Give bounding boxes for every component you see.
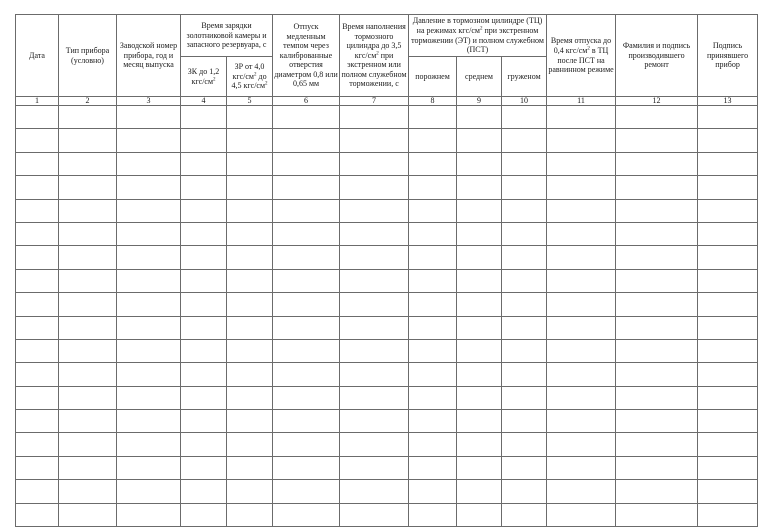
entry-cell[interactable] <box>227 386 273 409</box>
entry-cell[interactable] <box>698 456 758 479</box>
column-number-row <box>16 97 758 106</box>
column-number: 6 <box>273 97 340 106</box>
entry-cell[interactable] <box>457 410 502 433</box>
entry-cell[interactable] <box>181 152 227 175</box>
entry-cell[interactable] <box>59 456 117 479</box>
entry-cell[interactable] <box>502 363 547 386</box>
entry-cell[interactable] <box>117 293 181 316</box>
entry-cell[interactable] <box>16 503 59 526</box>
entry-cell[interactable] <box>547 176 616 199</box>
entry-cell[interactable] <box>16 386 59 409</box>
entry-cell[interactable] <box>457 106 502 129</box>
entry-cell[interactable] <box>502 339 547 362</box>
entry-cell[interactable] <box>227 480 273 503</box>
table-row <box>16 456 758 479</box>
header-release-time: Время отпуска до 0,4 кгс/$см^2$ в ТЦ после ПСТ на равнинном режиме <box>547 15 616 97</box>
entry-cell[interactable] <box>117 222 181 245</box>
entry-cell[interactable] <box>502 293 547 316</box>
entry-cell[interactable] <box>502 433 547 456</box>
entry-cell[interactable] <box>59 176 117 199</box>
column-number: 3 <box>117 97 181 106</box>
entry-cell[interactable] <box>181 176 227 199</box>
entry-cell[interactable] <box>616 222 698 245</box>
entry-cell[interactable] <box>409 293 457 316</box>
entry-cell[interactable] <box>273 363 340 386</box>
entry-cell[interactable] <box>698 386 758 409</box>
entry-cell[interactable] <box>181 293 227 316</box>
entry-cell[interactable] <box>273 269 340 292</box>
entry-rows <box>16 106 758 527</box>
entry-cell[interactable] <box>117 480 181 503</box>
entry-cell[interactable] <box>409 129 457 152</box>
column-number: 11 <box>547 97 616 106</box>
entry-cell[interactable] <box>181 386 227 409</box>
entry-cell[interactable] <box>698 410 758 433</box>
entry-cell[interactable] <box>547 386 616 409</box>
entry-cell[interactable] <box>547 246 616 269</box>
entry-cell[interactable] <box>457 480 502 503</box>
entry-cell[interactable] <box>16 363 59 386</box>
entry-cell[interactable] <box>547 152 616 175</box>
header-acceptor: Подпись принявшего прибор <box>698 15 758 97</box>
entry-cell[interactable] <box>457 456 502 479</box>
entry-cell[interactable] <box>340 246 409 269</box>
entry-cell[interactable] <box>502 199 547 222</box>
entry-cell[interactable] <box>59 199 117 222</box>
entry-cell[interactable] <box>698 316 758 339</box>
entry-cell[interactable] <box>16 199 59 222</box>
column-number: 8 <box>409 97 457 106</box>
entry-cell[interactable] <box>181 363 227 386</box>
entry-cell[interactable] <box>616 456 698 479</box>
header-fill-time: Время наполнения тормозного цилиндра до 3,5 кгс/$см^2$ при экстренном или полном служебном торможении, с <box>340 15 409 97</box>
entry-cell[interactable] <box>227 246 273 269</box>
entry-cell[interactable] <box>16 456 59 479</box>
entry-cell[interactable] <box>616 480 698 503</box>
entry-cell[interactable] <box>409 176 457 199</box>
entry-cell[interactable] <box>457 363 502 386</box>
entry-cell[interactable] <box>59 106 117 129</box>
entry-cell[interactable] <box>409 269 457 292</box>
entry-cell[interactable] <box>409 410 457 433</box>
entry-cell[interactable] <box>16 129 59 152</box>
column-number: 4 <box>181 97 227 106</box>
table-row <box>16 410 758 433</box>
entry-cell[interactable] <box>340 410 409 433</box>
entry-cell[interactable] <box>273 152 340 175</box>
entry-cell[interactable] <box>616 386 698 409</box>
header-charge-zk: ЗК до 1,2 кгс/$см^2$ <box>181 57 227 97</box>
entry-cell[interactable] <box>59 503 117 526</box>
entry-cell[interactable] <box>273 246 340 269</box>
entry-cell[interactable] <box>616 129 698 152</box>
table-row <box>16 503 758 526</box>
entry-cell[interactable] <box>59 152 117 175</box>
entry-cell[interactable] <box>457 316 502 339</box>
entry-cell[interactable] <box>16 293 59 316</box>
entry-cell[interactable] <box>409 222 457 245</box>
entry-cell[interactable] <box>340 386 409 409</box>
entry-cell[interactable] <box>59 339 117 362</box>
entry-cell[interactable] <box>117 339 181 362</box>
entry-cell[interactable] <box>227 129 273 152</box>
table-row <box>16 176 758 199</box>
entry-cell[interactable] <box>616 293 698 316</box>
entry-cell[interactable] <box>698 293 758 316</box>
entry-cell[interactable] <box>616 410 698 433</box>
entry-cell[interactable] <box>340 199 409 222</box>
table-row <box>16 199 758 222</box>
entry-cell[interactable] <box>457 129 502 152</box>
entry-cell[interactable] <box>409 480 457 503</box>
entry-cell[interactable] <box>16 480 59 503</box>
entry-cell[interactable] <box>502 480 547 503</box>
entry-cell[interactable] <box>340 433 409 456</box>
entry-cell[interactable] <box>547 129 616 152</box>
entry-cell[interactable] <box>59 433 117 456</box>
entry-cell[interactable] <box>340 269 409 292</box>
entry-cell[interactable] <box>547 222 616 245</box>
header-row-top <box>16 15 758 57</box>
entry-cell[interactable] <box>59 410 117 433</box>
entry-cell[interactable] <box>409 199 457 222</box>
column-number: 9 <box>457 97 502 106</box>
entry-cell[interactable] <box>409 316 457 339</box>
entry-cell[interactable] <box>227 269 273 292</box>
header-mode-empty: порожнем <box>409 57 457 97</box>
entry-cell[interactable] <box>547 316 616 339</box>
entry-cell[interactable] <box>181 339 227 362</box>
entry-cell[interactable] <box>59 222 117 245</box>
entry-cell[interactable] <box>273 386 340 409</box>
entry-cell[interactable] <box>227 222 273 245</box>
entry-cell[interactable] <box>340 480 409 503</box>
entry-cell[interactable] <box>616 176 698 199</box>
entry-cell[interactable] <box>547 293 616 316</box>
table-row <box>16 480 758 503</box>
entry-cell[interactable] <box>698 246 758 269</box>
entry-cell[interactable] <box>227 176 273 199</box>
entry-cell[interactable] <box>273 176 340 199</box>
table-row <box>16 316 758 339</box>
entry-cell[interactable] <box>117 106 181 129</box>
entry-cell[interactable] <box>409 152 457 175</box>
entry-cell[interactable] <box>117 410 181 433</box>
header-charge-zr: ЗР от 4,0 кгс/$см^2$ до 4,5 кгс/$см^2$ <box>227 57 273 97</box>
entry-cell[interactable] <box>16 106 59 129</box>
entry-cell[interactable] <box>181 410 227 433</box>
entry-cell[interactable] <box>273 339 340 362</box>
entry-cell[interactable] <box>59 246 117 269</box>
entry-cell[interactable] <box>181 246 227 269</box>
entry-cell[interactable] <box>698 503 758 526</box>
entry-cell[interactable] <box>16 316 59 339</box>
entry-cell[interactable] <box>117 176 181 199</box>
table-row <box>16 246 758 269</box>
entry-cell[interactable] <box>181 106 227 129</box>
entry-cell[interactable] <box>547 456 616 479</box>
entry-cell[interactable] <box>273 503 340 526</box>
entry-cell[interactable] <box>547 339 616 362</box>
table-row <box>16 222 758 245</box>
table-row <box>16 293 758 316</box>
entry-cell[interactable] <box>457 503 502 526</box>
entry-cell[interactable] <box>340 222 409 245</box>
table-row <box>16 386 758 409</box>
entry-cell[interactable] <box>698 339 758 362</box>
entry-cell[interactable] <box>181 269 227 292</box>
entry-cell[interactable] <box>616 503 698 526</box>
entry-cell[interactable] <box>227 433 273 456</box>
entry-cell[interactable] <box>616 316 698 339</box>
entry-cell[interactable] <box>409 503 457 526</box>
entry-cell[interactable] <box>16 222 59 245</box>
entry-cell[interactable] <box>340 456 409 479</box>
entry-cell[interactable] <box>547 410 616 433</box>
entry-cell[interactable] <box>273 456 340 479</box>
column-number: 1 <box>16 97 59 106</box>
entry-cell[interactable] <box>502 386 547 409</box>
entry-cell[interactable] <box>16 410 59 433</box>
entry-cell[interactable] <box>340 363 409 386</box>
entry-cell[interactable] <box>117 503 181 526</box>
header-repairer: Фамилия и подпись производившего ремонт <box>616 15 698 97</box>
entry-cell[interactable] <box>457 269 502 292</box>
entry-cell[interactable] <box>227 152 273 175</box>
entry-cell[interactable] <box>616 339 698 362</box>
entry-cell[interactable] <box>409 456 457 479</box>
entry-cell[interactable] <box>616 433 698 456</box>
entry-cell[interactable] <box>616 363 698 386</box>
entry-cell[interactable] <box>698 106 758 129</box>
entry-cell[interactable] <box>616 246 698 269</box>
entry-cell[interactable] <box>502 129 547 152</box>
entry-cell[interactable] <box>698 199 758 222</box>
entry-cell[interactable] <box>227 199 273 222</box>
entry-cell[interactable] <box>698 363 758 386</box>
entry-cell[interactable] <box>227 456 273 479</box>
entry-cell[interactable] <box>502 106 547 129</box>
entry-cell[interactable] <box>117 129 181 152</box>
column-number: 5 <box>227 97 273 106</box>
entry-cell[interactable] <box>16 339 59 362</box>
entry-cell[interactable] <box>181 316 227 339</box>
entry-cell[interactable] <box>547 433 616 456</box>
entry-cell[interactable] <box>457 222 502 245</box>
entry-cell[interactable] <box>698 269 758 292</box>
entry-cell[interactable] <box>340 339 409 362</box>
entry-cell[interactable] <box>409 433 457 456</box>
entry-cell[interactable] <box>547 480 616 503</box>
entry-cell[interactable] <box>502 456 547 479</box>
table-row <box>16 106 758 129</box>
entry-cell[interactable] <box>457 433 502 456</box>
entry-cell[interactable] <box>227 293 273 316</box>
entry-cell[interactable] <box>273 410 340 433</box>
entry-cell[interactable] <box>340 176 409 199</box>
entry-cell[interactable] <box>181 222 227 245</box>
entry-cell[interactable] <box>16 246 59 269</box>
entry-cell[interactable] <box>457 176 502 199</box>
entry-cell[interactable] <box>16 269 59 292</box>
entry-cell[interactable] <box>340 293 409 316</box>
table-row <box>16 269 758 292</box>
entry-cell[interactable] <box>457 339 502 362</box>
entry-cell[interactable] <box>273 433 340 456</box>
entry-cell[interactable] <box>502 503 547 526</box>
entry-cell[interactable] <box>181 129 227 152</box>
header-slow-release: Отпуск медленным темпом через калиброванные отверстия диаметром 0,8 или 0,65 мм <box>273 15 340 97</box>
header-mode-medium: среднем <box>457 57 502 97</box>
log-table <box>15 14 758 527</box>
entry-cell[interactable] <box>181 480 227 503</box>
table-row <box>16 363 758 386</box>
entry-cell[interactable] <box>227 339 273 362</box>
entry-cell[interactable] <box>117 199 181 222</box>
entry-cell[interactable] <box>273 129 340 152</box>
column-number: 7 <box>340 97 409 106</box>
header-charge-time: Время зарядки золотниковой камеры и запасного резервуара, с <box>181 15 273 57</box>
entry-cell[interactable] <box>616 199 698 222</box>
entry-cell[interactable] <box>273 222 340 245</box>
entry-cell[interactable] <box>409 106 457 129</box>
entry-cell[interactable] <box>59 363 117 386</box>
entry-cell[interactable] <box>409 246 457 269</box>
entry-cell[interactable] <box>227 316 273 339</box>
header-date: Дата <box>16 15 59 97</box>
entry-cell[interactable] <box>502 269 547 292</box>
entry-cell[interactable] <box>502 222 547 245</box>
entry-cell[interactable] <box>698 480 758 503</box>
table-row <box>16 339 758 362</box>
entry-cell[interactable] <box>227 363 273 386</box>
entry-cell[interactable] <box>59 269 117 292</box>
entry-cell[interactable] <box>547 363 616 386</box>
entry-cell[interactable] <box>340 152 409 175</box>
entry-cell[interactable] <box>502 316 547 339</box>
entry-cell[interactable] <box>457 246 502 269</box>
entry-cell[interactable] <box>409 386 457 409</box>
entry-cell[interactable] <box>181 199 227 222</box>
entry-cell[interactable] <box>340 503 409 526</box>
column-number: 13 <box>698 97 758 106</box>
entry-cell[interactable] <box>181 456 227 479</box>
entry-cell[interactable] <box>273 316 340 339</box>
header-pressure: Давление в тормозном цилиндре (ТЦ) на режимах кгс/$см^2$ при экстренном торможении (ЭТ) и полном служебном (ПСТ) <box>409 15 547 57</box>
entry-cell[interactable] <box>273 480 340 503</box>
entry-cell[interactable] <box>59 293 117 316</box>
header-serial: Заводской номер прибора, год и месяц выпуска <box>117 15 181 97</box>
entry-cell[interactable] <box>698 176 758 199</box>
entry-cell[interactable] <box>273 106 340 129</box>
table-row <box>16 433 758 456</box>
entry-cell[interactable] <box>616 269 698 292</box>
header-mode-loaded: груженом <box>502 57 547 97</box>
entry-cell[interactable] <box>59 316 117 339</box>
entry-cell[interactable] <box>698 433 758 456</box>
entry-cell[interactable] <box>409 363 457 386</box>
entry-cell[interactable] <box>698 129 758 152</box>
entry-cell[interactable] <box>59 129 117 152</box>
entry-cell[interactable] <box>616 106 698 129</box>
entry-cell[interactable] <box>547 269 616 292</box>
entry-cell[interactable] <box>457 199 502 222</box>
table-row <box>16 152 758 175</box>
entry-cell[interactable] <box>181 433 227 456</box>
entry-cell[interactable] <box>16 176 59 199</box>
entry-cell[interactable] <box>181 503 227 526</box>
entry-cell[interactable] <box>547 106 616 129</box>
entry-cell[interactable] <box>117 433 181 456</box>
entry-cell[interactable] <box>273 293 340 316</box>
entry-cell[interactable] <box>227 503 273 526</box>
entry-cell[interactable] <box>340 106 409 129</box>
entry-cell[interactable] <box>117 269 181 292</box>
header-device-type: Тип прибора (условно) <box>59 15 117 97</box>
entry-cell[interactable] <box>59 480 117 503</box>
entry-cell[interactable] <box>117 386 181 409</box>
entry-cell[interactable] <box>502 152 547 175</box>
entry-cell[interactable] <box>117 363 181 386</box>
entry-cell[interactable] <box>547 199 616 222</box>
entry-cell[interactable] <box>502 176 547 199</box>
entry-cell[interactable] <box>457 386 502 409</box>
entry-cell[interactable] <box>16 152 59 175</box>
entry-cell[interactable] <box>117 152 181 175</box>
entry-cell[interactable] <box>409 339 457 362</box>
entry-cell[interactable] <box>502 246 547 269</box>
entry-cell[interactable] <box>117 246 181 269</box>
column-number: 2 <box>59 97 117 106</box>
entry-cell[interactable] <box>59 386 117 409</box>
column-number: 12 <box>616 97 698 106</box>
entry-cell[interactable] <box>457 293 502 316</box>
entry-cell[interactable] <box>227 410 273 433</box>
entry-cell[interactable] <box>457 152 502 175</box>
entry-cell[interactable] <box>547 503 616 526</box>
column-number: 10 <box>502 97 547 106</box>
entry-cell[interactable] <box>227 106 273 129</box>
entry-cell[interactable] <box>698 222 758 245</box>
entry-cell[interactable] <box>117 316 181 339</box>
entry-cell[interactable] <box>16 433 59 456</box>
table-row <box>16 129 758 152</box>
entry-cell[interactable] <box>117 456 181 479</box>
entry-cell[interactable] <box>616 152 698 175</box>
entry-cell[interactable] <box>340 129 409 152</box>
entry-cell[interactable] <box>273 199 340 222</box>
entry-cell[interactable] <box>698 152 758 175</box>
entry-cell[interactable] <box>502 410 547 433</box>
entry-cell[interactable] <box>340 316 409 339</box>
